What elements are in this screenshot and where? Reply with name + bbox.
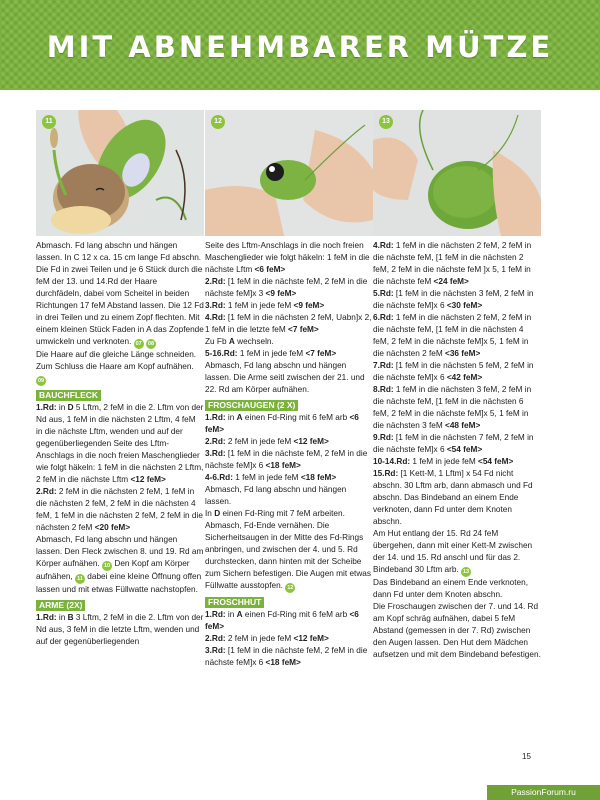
section-heading-arme: ARME (2X) — [36, 600, 85, 611]
bold-term: <12 feM> — [130, 475, 166, 484]
bold-term: <12 feM> — [293, 437, 329, 446]
bold-term: 1.Rd: — [205, 413, 226, 422]
section-heading-froschhut: FROSCHHUT — [205, 597, 264, 608]
column-2 — [205, 240, 373, 669]
bold-term: <18 feM> — [265, 461, 301, 470]
bold-term: 3.Rd: — [205, 449, 226, 458]
bold-term: <48 feM> — [445, 421, 481, 430]
page-title: MIT ABNEHMBARER MÜTZE — [46, 30, 554, 64]
bold-term: 7.Rd: — [373, 361, 394, 370]
bold-term: <6 feM> — [254, 265, 286, 274]
safety-eye-insert-photo-icon — [205, 110, 373, 236]
bold-term: 8.Rd: — [373, 385, 394, 394]
bold-term: <24 feM> — [433, 277, 469, 286]
bold-term: 3.Rd: — [205, 301, 226, 310]
watermark: PassionForum.ru — [487, 785, 600, 800]
amigurumi-frog-hair-photo-icon — [36, 110, 204, 236]
bold-term: 1.Rd: — [36, 403, 57, 412]
bold-term: <18 feM> — [300, 473, 337, 482]
step-number-badge: 13 — [379, 115, 393, 129]
froschaugen-instructions: 1.Rd: in A einen Fd-Ring mit 6 feM arb <6 feM> 2.Rd: 2 feM in jede feM <12 feM> 3.Rd: [1 feM in die nächste feM, 2 feM in die nächste feM]x 6 <18 feM> 4-6.Rd: 1 feM in jede feM <18 feM> Abmasch, Fd lang abschn und hängen lassen. In D einen Fd-Ring mit 7 feM arbeiten. Abmasch, Fd-Ende vernähen. Die Sicherheitsaugen in der Mitte des Fd-Rings anbringen, und zwischen der 4. und 5. Rd durchstecken, dann hinten mit der Scheibe zum Sichern befestigen. Die Augen mit etwas Füllwatte ausstopfen. 12 — [205, 413, 372, 591]
bold-term: <9 feM> — [265, 289, 297, 298]
bold-term: 15.Rd: — [373, 469, 399, 478]
bold-term: <54 feM> — [446, 445, 483, 454]
step-reference-badge: 09 — [37, 378, 45, 384]
frog-hat-photo-icon — [373, 110, 541, 236]
title-banner — [0, 0, 600, 90]
bold-term: <7 feM> — [305, 349, 337, 358]
bold-term: 3.Rd: — [205, 646, 226, 655]
step-reference-badge: 13 — [463, 569, 470, 575]
arme-instructions: 1.Rd: in B 3 Lftm, 2 feM in die 2. Lftm von der Nd aus, 3 feM in die letzte Lftm, wenden und auf der gegenüberliegenden — [36, 613, 204, 646]
bold-term: 2.Rd: — [205, 437, 226, 446]
bold-term: 6.Rd: — [373, 313, 394, 322]
bold-term: <7 feM> — [288, 325, 319, 334]
bold-term: D — [67, 403, 74, 412]
bold-term: <42 feM> — [446, 373, 483, 382]
bold-term: 2.Rd: — [205, 277, 226, 286]
bold-term: 1.Rd: — [36, 613, 57, 622]
step-reference-badge: 07 — [135, 341, 142, 347]
bold-term: <12 feM> — [293, 634, 329, 643]
bold-term: <54 feM> — [478, 457, 514, 466]
froschhut-instructions: 1.Rd: in A einen Fd-Ring mit 6 feM arb <6 feM> 2.Rd: 2 feM in jede feM <12 feM> 3.Rd: [1 feM in die nächste feM, 2 feM in die nächste feM]x 6 <18 feM> — [205, 610, 368, 667]
bold-term: <9 feM> — [293, 301, 325, 310]
arme-instructions-continued: Seite des Lftm-Anschlags in die noch freien Maschenglieder wie folgt häkeln: 1 feM in die nächste Lftm <6 feM> 2.Rd: [1 feM in die nächste feM, 2 feM in die nächste feM]x 3 <9 feM> 3.Rd: 1 feM in jede feM <9 feM> 4.Rd: [1 feM in die nächsten 2 feM, Uabn]x 2, 1 feM in die letzte feM <7 feM> Zu Fb A wechseln. 5-16.Rd: 1 feM in jede feM <7 feM> Abmasch, Fd lang abschn und hängen lassen. Die Arme seitl zwischen der 21. und 22. Rd am Körper aufnähen. — [205, 241, 372, 394]
bold-term: 9.Rd: — [373, 433, 394, 442]
page-number: 15 — [522, 752, 531, 761]
bold-term: <30 feM> — [446, 301, 483, 310]
step-photo-11 — [36, 110, 204, 236]
step-reference-badge: 10 — [104, 563, 111, 569]
bold-term: <6 feM> — [205, 610, 359, 631]
bold-term: B — [67, 613, 74, 622]
step-reference-badge: 12 — [287, 585, 294, 591]
bold-term: D — [214, 509, 221, 518]
section-heading-bauchfleck: BAUCHFLECK — [36, 390, 101, 401]
bold-term: <20 feM> — [94, 523, 131, 532]
bold-term: A — [236, 413, 243, 422]
step-number-badge: 12 — [211, 115, 225, 129]
step-reference-badge: 11 — [75, 574, 85, 584]
bold-term: 4.Rd: — [373, 241, 394, 250]
section-heading-froschaugen: FROSCHAUGEN (2 X) — [205, 400, 298, 411]
bold-term: <36 feM> — [445, 349, 481, 358]
bold-term: <6 feM> — [205, 413, 359, 434]
bold-term: 2.Rd: — [36, 487, 57, 496]
step-photo-12 — [205, 110, 373, 236]
step-number-badge: 11 — [42, 115, 56, 129]
bold-term: <18 feM> — [265, 658, 301, 667]
column-3 — [373, 240, 541, 661]
bold-term: 10-14.Rd: — [373, 457, 411, 466]
bold-term: 5.Rd: — [373, 289, 394, 298]
bold-term: 2.Rd: — [205, 634, 226, 643]
step-photo-13 — [373, 110, 541, 236]
column-1 — [36, 240, 204, 648]
bauchfleck-instructions: 1.Rd: in D 5 Lftm, 2 feM in die 2. Lftm von der Nd aus, 1 feM in die nächsten 2 Lftm, 4 feM in die nächste Lftm, wenden und auf der gegenüberliegenden Seite des Lftm-Anschlags in die noch freien Maschenglieder wie folgt häkeln: 1 feM in die nächsten 2 Lftm, 2 feM in die nächste Lftm <12 feM> 2.Rd: 2 feM in die nächsten 2 feM, 1 feM in die nächsten 2 feM, 2 feM in die nächsten 4 feM, 1 feM in die nächsten 2 feM, 2 feM in die nächsten 2 feM <20 feM> Abmasch, Fd lang abschn und hängen lassen. Den Fleck zwischen 8. und 19. Rd am Körper aufnähen. 10 Den Kopf am Körper aufnähen, 11 dabei eine kleine Öffnung offen lassen und mit etwas Füllwatte nachstopfen. — [36, 403, 204, 594]
froschhut-instructions-continued: 4.Rd: 1 feM in die nächsten 2 feM, 2 feM in die nächste feM, [1 feM in die nächsten 2 feM, 2 feM in die nächste feM ]x 5, 1 feM in die nächste feM <24 feM> 5.Rd: [1 feM in die nächsten 3 feM, 2 feM in die nächste feM]x 6 <30 feM> 6.Rd: 1 feM in die nächsten 2 feM, 2 feM in die nächste feM, [1 feM in die nächsten 4 feM, 2 feM in die nächste feM]x 5, 1 feM in die nächsten 2 feM <36 feM> 7.Rd: [1 feM in die nächsten 5 feM, 2 feM in die nächste feM]x 6 <42 feM> 8.Rd: 1 feM in die nächsten 3 feM, 2 feM in die nächste feM, [1 feM in die nächsten 6 feM, 2 feM in die nächste feM]x 5, 1 feM in die nächsten 3 feM <48 feM> 9.Rd: [1 feM in die nächsten 7 feM, 2 feM in die nächste feM]x 6 <54 feM> 10-14.Rd: 1 feM in jede feM <54 feM> 15.Rd: [1 Kett-M, 1 Lftm] x 54 Fd nicht abschn. 30 Lftm arb, dann abmasch und Fd abschn. Das Bindeband an einem Ende verknoten, dann Fd unter dem Knoten abschn. Am Hut entlang der 15. Rd 24 feM übergehen, dann mit einer Kett-M zwischen der 14. und 15. Rd anschl und für das 2. Bindeband 30 Lftm arb. 13 Das Bindeband an einem Ende verknoten, dann Fd unter dem Knoten abschn. Die Froschaugen zwischen der 7. und 14. Rd am Kopf schräg aufnähen, dabei 5 feM Abstand (gemessen in der 7. Rd) zwischen den Augen lassen. Den Hut dem Mädchen aufsetzen und mit dem Bindeband befestigen. — [373, 241, 541, 659]
bold-term: A — [228, 337, 235, 346]
intro-paragraph: Abmasch. Fd lang abschn und hängen lassen. In C 12 x ca. 15 cm lange Fd abschn. Die Fd in zwei Teilen und je 6 Stück durch die feM der 13. und 14.Rd der Haare durchfädeln, dabei vom Scheitel in beiden Richtungen 17 feM Abstand lassen. Die 12 Fd in drei Teilen und zu einem Zopf flechten. Mit einem kleinen Stück Faden in A das Zopfende umwickeln und verknoten. 07 08 Die Haare auf die gleiche Länge schneiden. Zum Schluss die Haare am Kopf aufnähen. 09 — [36, 241, 204, 384]
bold-term: 4.Rd: — [205, 313, 226, 322]
step-reference-badge: 08 — [147, 341, 155, 347]
bold-term: 4-6.Rd: — [205, 473, 233, 482]
bold-term: 5-16.Rd: — [205, 349, 238, 358]
bold-term: A — [236, 610, 243, 619]
bold-term: 1.Rd: — [205, 610, 226, 619]
